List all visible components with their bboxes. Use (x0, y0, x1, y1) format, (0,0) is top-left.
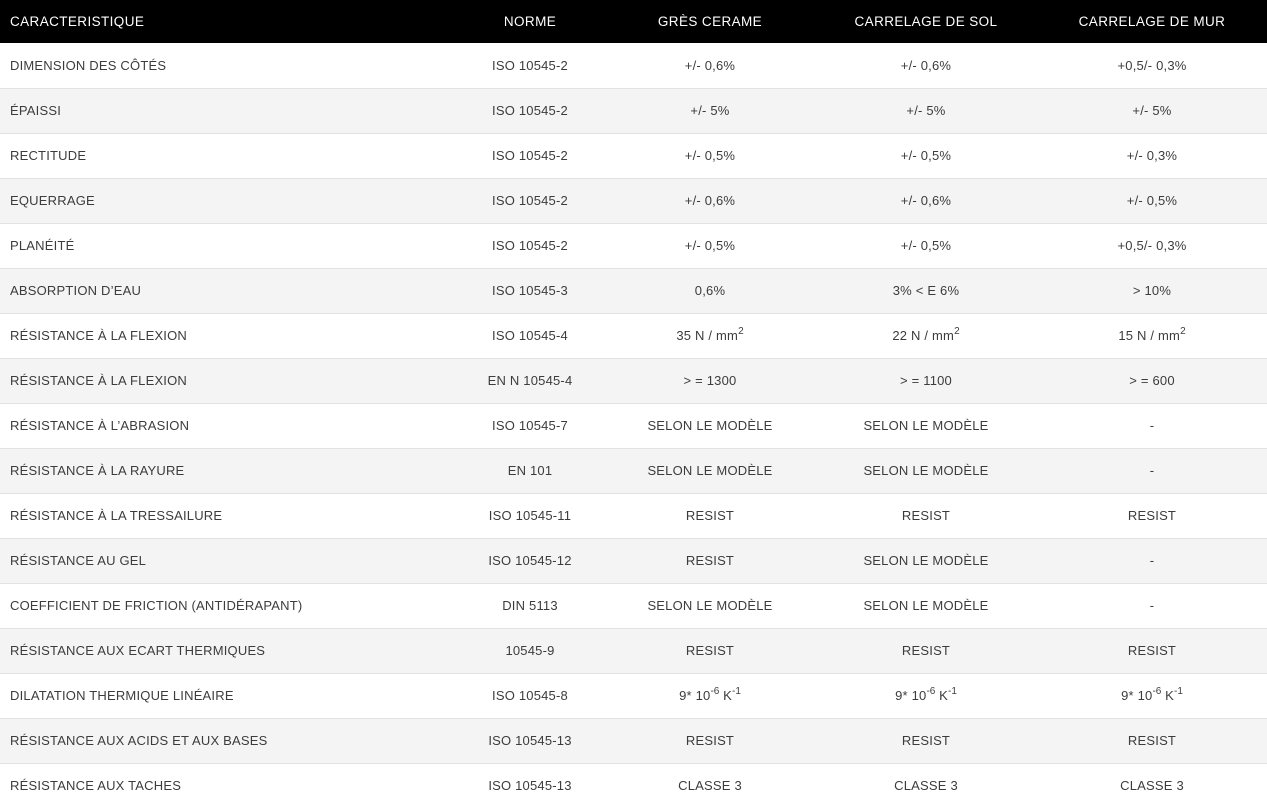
cell-norme: ISO 10545-3 (455, 268, 605, 313)
table-row (0, 43, 1267, 88)
cell-gres-cerame: 0,6% (605, 268, 815, 313)
cell-caracteristique: RÉSISTANCE AUX TACHES (0, 763, 455, 808)
cell-norme: ISO 10545-12 (455, 538, 605, 583)
cell-caracteristique: RÉSISTANCE AUX ACIDS ET AUX BASES (0, 718, 455, 763)
cell-caracteristique: PLANÉITÉ (0, 223, 455, 268)
cell-caracteristique: DIMENSION DES CÔTÉS (10, 57, 167, 73)
cell-norme: DIN 5113 (455, 583, 605, 628)
cell-caracteristique: RÉSISTANCE À LA FLEXION (0, 313, 455, 358)
column-header-gres-cerame: GRÈS CERAME (657, 14, 763, 29)
table-row (0, 448, 1267, 493)
cell-gres-cerame: SELON LE MODÈLE (605, 583, 815, 628)
cell-norme: EN N 10545-4 (455, 358, 605, 403)
cell-carrelage-de-sol: +/- 0,5% (815, 223, 1037, 268)
cell-carrelage-de-mur: +/- 5% (1037, 88, 1267, 133)
cell-carrelage-de-sol: SELON LE MODÈLE (815, 583, 1037, 628)
cell-gres-cerame: SELON LE MODÈLE (605, 403, 815, 448)
cell-gres-cerame: +/- 0,5% (605, 133, 815, 178)
cell-carrelage-de-mur: > = 600 (1037, 358, 1267, 403)
cell-norme: ISO 10545-8 (455, 673, 605, 718)
cell-caracteristique: ABSORPTION D’EAU (0, 268, 455, 313)
table-row (0, 538, 1267, 583)
table-row (0, 313, 1267, 358)
cell-carrelage-de-sol: +/- 5% (815, 88, 1037, 133)
cell-gres-cerame: SELON LE MODÈLE (605, 448, 815, 493)
cell-carrelage-de-sol: +/- 0,6% (900, 57, 952, 73)
cell-carrelage-de-sol: RESIST (815, 493, 1037, 538)
cell-carrelage-de-sol: 9* $10^{-6}$ $K^{-1}$ (815, 673, 1037, 718)
cell-carrelage-de-mur: RESIST (1037, 628, 1267, 673)
cell-caracteristique: ÉPAISSI (0, 88, 455, 133)
table-row (0, 268, 1267, 313)
table-row (0, 763, 1267, 808)
cell-carrelage-de-mur: 15 N / $mm^2$ (1037, 313, 1267, 358)
cell-carrelage-de-sol: 22 N / $mm^2$ (815, 313, 1037, 358)
cell-gres-cerame: +/- 5% (605, 88, 815, 133)
cell-caracteristique: RÉSISTANCE À LA FLEXION (0, 358, 455, 403)
cell-caracteristique: RÉSISTANCE À LA TRESSAILURE (0, 493, 455, 538)
cell-carrelage-de-mur: 9* $10^{-6}$ $K^{-1}$ (1037, 673, 1267, 718)
cell-carrelage-de-mur: +/- 0,5% (1037, 178, 1267, 223)
table-body (0, 43, 1267, 808)
cell-carrelage-de-sol: +/- 0,5% (815, 133, 1037, 178)
cell-carrelage-de-sol: CLASSE 3 (815, 763, 1037, 808)
cell-caracteristique: DILATATION THERMIQUE LINÉAIRE (0, 673, 455, 718)
cell-gres-cerame: 35 N / $mm^2$ (605, 313, 815, 358)
column-header-norme: NORME (503, 14, 557, 29)
cell-norme: ISO 10545-2 (455, 178, 605, 223)
table-row (0, 178, 1267, 223)
cell-gres-cerame: +/- 0,6% (605, 178, 815, 223)
cell-caracteristique: RÉSISTANCE AU GEL (0, 538, 455, 583)
cell-gres-cerame: RESIST (605, 538, 815, 583)
table-row (0, 403, 1267, 448)
cell-norme: ISO 10545-13 (455, 718, 605, 763)
cell-carrelage-de-mur: > 10% (1037, 268, 1267, 313)
header-row (0, 0, 1267, 43)
table-row (0, 718, 1267, 763)
table-row (0, 358, 1267, 403)
cell-gres-cerame: CLASSE 3 (605, 763, 815, 808)
cell-norme: EN 101 (455, 448, 605, 493)
cell-carrelage-de-sol: > = 1100 (815, 358, 1037, 403)
cell-norme: 10545-9 (455, 628, 605, 673)
cell-gres-cerame: RESIST (605, 718, 815, 763)
cell-caracteristique: RÉSISTANCE À L’ABRASION (0, 403, 455, 448)
table-row (0, 223, 1267, 268)
cell-carrelage-de-sol: SELON LE MODÈLE (815, 448, 1037, 493)
cell-caracteristique: RECTITUDE (0, 133, 455, 178)
cell-gres-cerame: 9* $10^{-6}$ $K^{-1}$ (605, 673, 815, 718)
column-header-carrelage-de-mur: CARRELAGE DE MUR (1078, 14, 1226, 29)
cell-norme: ISO 10545-11 (455, 493, 605, 538)
cell-carrelage-de-mur: - (1037, 403, 1267, 448)
cell-norme: ISO 10545-7 (455, 403, 605, 448)
cell-caracteristique: EQUERRAGE (0, 178, 455, 223)
cell-carrelage-de-mur: CLASSE 3 (1037, 763, 1267, 808)
table-header (0, 0, 1267, 43)
cell-norme: ISO 10545-2 (455, 133, 605, 178)
cell-carrelage-de-mur: RESIST (1037, 493, 1267, 538)
cell-caracteristique: RÉSISTANCE AUX ECART THERMIQUES (0, 628, 455, 673)
table-row (0, 628, 1267, 673)
cell-carrelage-de-sol: +/- 0,6% (815, 178, 1037, 223)
cell-norme: ISO 10545-4 (455, 313, 605, 358)
table-row (0, 493, 1267, 538)
cell-carrelage-de-sol: 3% < E 6% (815, 268, 1037, 313)
cell-carrelage-de-sol: RESIST (815, 718, 1037, 763)
cell-carrelage-de-mur: +/- 0,3% (1037, 133, 1267, 178)
table-row (0, 133, 1267, 178)
column-header-carrelage-de-sol: CARRELAGE DE SOL (854, 14, 998, 29)
cell-caracteristique: RÉSISTANCE À LA RAYURE (0, 448, 455, 493)
cell-gres-cerame: +/- 0,5% (605, 223, 815, 268)
cell-gres-cerame: > = 1300 (605, 358, 815, 403)
cell-carrelage-de-mur: +0,5/- 0,3% (1117, 57, 1187, 73)
cell-gres-cerame: RESIST (605, 628, 815, 673)
table-row (0, 583, 1267, 628)
cell-gres-cerame: RESIST (605, 493, 815, 538)
column-header-caracteristique: CARACTERISTIQUE (10, 14, 145, 29)
cell-carrelage-de-mur: - (1037, 448, 1267, 493)
cell-carrelage-de-sol: SELON LE MODÈLE (815, 403, 1037, 448)
cell-norme: ISO 10545-2 (455, 88, 605, 133)
cell-carrelage-de-sol: SELON LE MODÈLE (815, 538, 1037, 583)
table-row (0, 88, 1267, 133)
cell-carrelage-de-mur: - (1037, 538, 1267, 583)
cell-carrelage-de-mur: +0,5/- 0,3% (1037, 223, 1267, 268)
cell-carrelage-de-mur: - (1037, 583, 1267, 628)
cell-caracteristique: COEFFICIENT DE FRICTION (ANTIDÉRAPANT) (0, 583, 455, 628)
cell-carrelage-de-mur: RESIST (1037, 718, 1267, 763)
cell-norme: ISO 10545-13 (455, 763, 605, 808)
cell-gres-cerame: +/- 0,6% (684, 57, 736, 73)
cell-carrelage-de-sol: RESIST (815, 628, 1037, 673)
cell-norme: ISO 10545-2 (492, 57, 568, 73)
cell-norme: ISO 10545-2 (455, 223, 605, 268)
table-row (0, 673, 1267, 718)
